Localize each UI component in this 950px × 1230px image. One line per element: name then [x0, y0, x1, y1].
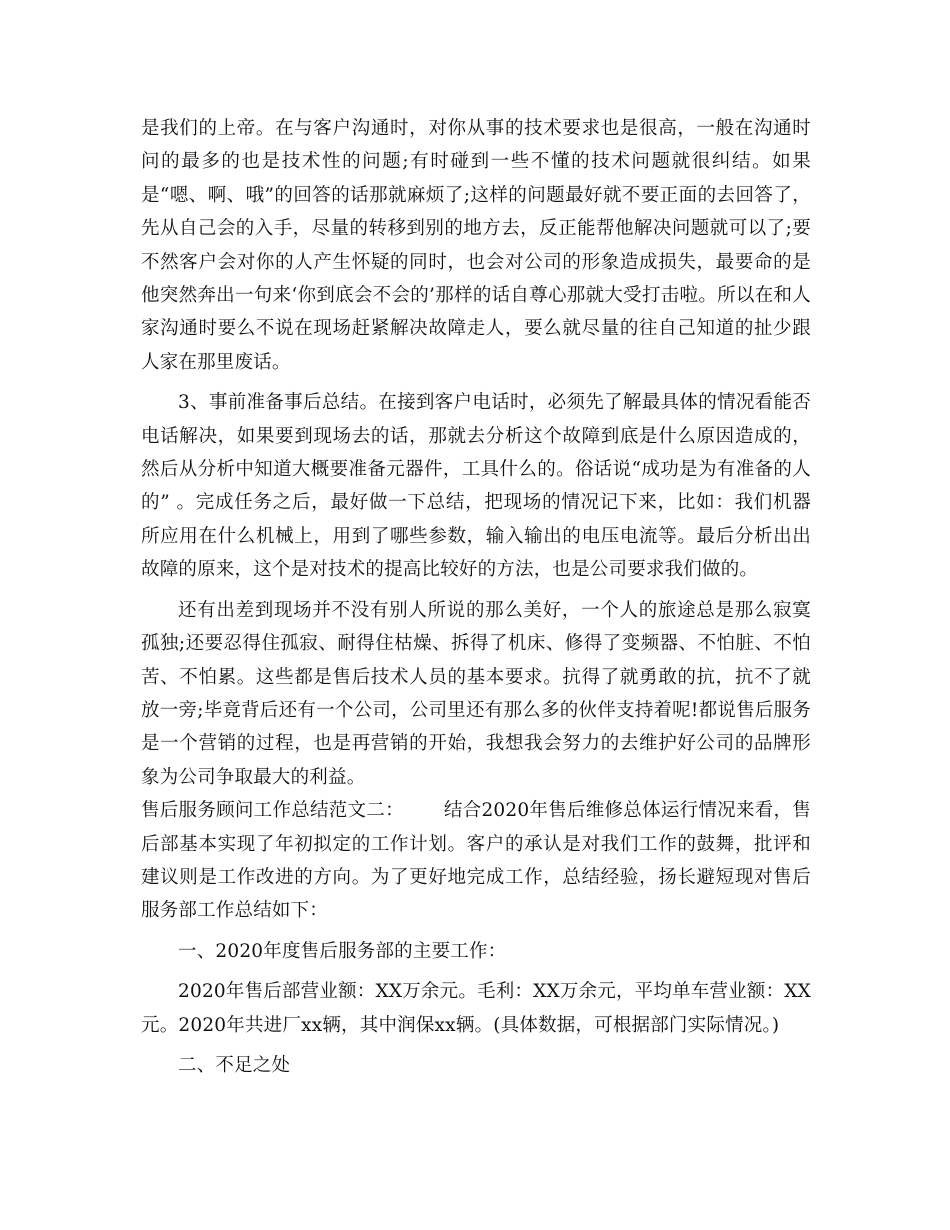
section-heading: 售后服务顾问工作总结范文二： — [141, 800, 404, 822]
paragraph-6: 2020年售后部营业额：XX万余元。毛利：XX万余元，平均单车营业额：XX元。2020年共进厂xx辆，其中润保xx辆。(具体数据，可根据部门实际情况。) — [141, 981, 812, 1036]
document-body — [141, 112, 811, 1082]
paragraph-3: 还有出差到现场并不没有别人所说的那么美好，一个人的旅途总是那么寂寞孤独;还要忍得住孤寂、耐得住枯燥、拆得了机床、修得了变频器、不怕脏、不怕苦、不怕累。这些都是售后技术人员的基本要求。抗得了就勇敢的抗，抗不了就放一旁;毕竟背后还有一个公司，公司里还有那么多的伙伴支持着呢!都说售后服务是一个营销的过程，也是再营销的开始，我想我会努力的去维护好公司的品牌形象为公司争取最大的利益。 — [141, 599, 811, 788]
paragraph-4-text: 结合2020年售后维修总体运行情况来看，售后部基本实现了年初拟定的工作计划。客户的承认是对我们工作的鼓舞，批评和建议则是工作改进的方向。为了更好地完成工作，总结经验，扬长避短现对售后服务部工作总结如下： — [141, 800, 811, 922]
paragraph-7: 二、不足之处 — [178, 1054, 291, 1076]
paragraph-4 — [141, 794, 811, 928]
paragraph-1: 是我们的上帝。在与客户沟通时，对你从事的技术要求也是很高，一般在沟通时问的最多的也是技术性的问题;有时碰到一些不懂的技术问题就很纠结。如果是“嗯、啊、哦”的回答的话那就麻烦了;这样的问题最好就不要正面的去回答了，先从自己会的入手，尽量的转移到别的地方去，反正能帮他解决问题就可以了;要不然客户会对你的人产生怀疑的同时，也会对公司的形象造成损失，最要命的是他突然奔出一句来‘你到底会不会的’那样的话自尊心那就大受打击啦。所以在和人家沟通时要么不说在现场赶紧解决故障走人，要么就尽量的往自己知道的扯少跟人家在那里废话。 — [141, 118, 811, 373]
paragraph-2: 3、事前准备事后总结。在接到客户电话时，必须先了解最具体的情况看能否电话解决，如果要到现场去的话，那就去分析这个故障到底是什么原因造成的，然后从分析中知道大概要准备元器件，工具什么的。俗话说“成功是为有准备的人的” 。完成任务之后，最好做一下总结，把现场的情况记下来，比如：我们机器所应用在什么机械上，用到了哪些参数，输入输出的电压电流等。最后分析出出故障的原来，这个是对技术的提高比较好的方法，也是公司要求我们做的。 — [141, 392, 811, 581]
paragraph-5: 一、2020年度售后服务部的主要工作： — [178, 940, 507, 962]
